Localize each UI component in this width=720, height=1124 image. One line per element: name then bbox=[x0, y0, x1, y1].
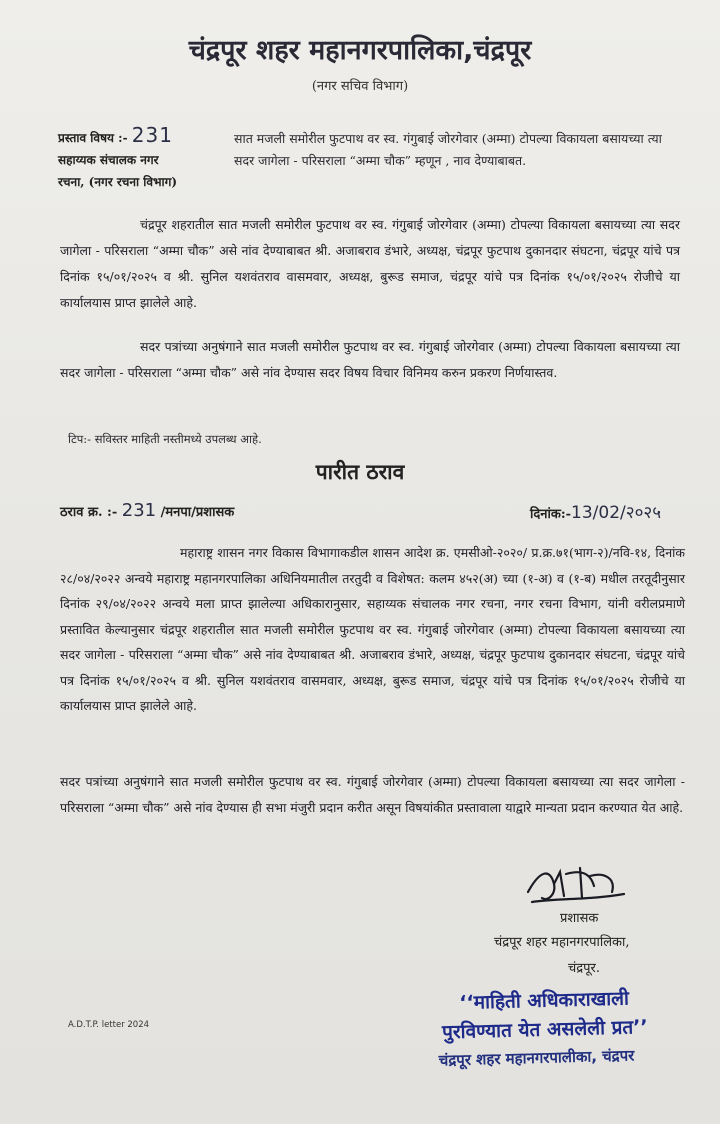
paragraph-intro: चंद्रपूर शहरातील सात मजली समोरील फुटपाथ वर स्व. गंगुबाई जोरगेवार (अम्मा) टोपल्या विकायला बसायच्या त्या सदर जागेला - परिसराला “अम्मा चौक” असे नांव देण्याबाबत श्री. अजाबराव डंभारे, अध्यक्ष, चंद्रपूर फुटपाथ दुकानदार संघटना, चंद्रपूर यांचे पत्र दिनांक १५/०१/२०२५ व श्री. सुनिल यशवंतराव वासमवार, अध्यक्ष, बुरूड समाज, चंद्रपूर यांचे पत्र दिनांक १५/०१/२०२५ रोजीचे या कार्यालयास प्राप्त झालेले आहे. bbox=[60, 217, 680, 310]
department-label: (नगर सचिव विभाग) bbox=[311, 79, 409, 94]
paragraph-proposal: सदर पत्रांच्या अनुषंगाने सात मजली समोरील फुटपाथ वर स्व. गंगुबाई जोरगेवार (अम्मा) टोपल्या विकायला बसायच्या त्या सदर जागेला - परिसराला “अम्मा चौक” असे नांव देण्यास सदर विषय विचार विनिमय करुन प्रकरण निर्णयास्तव. bbox=[60, 339, 680, 380]
resolution-heading: पारीत ठराव bbox=[315, 460, 405, 484]
subject-label-row bbox=[58, 124, 228, 149]
resolution-number-label: ठराव क्र. :- bbox=[60, 505, 118, 520]
paragraph-resolution-body: महाराष्ट्र शासन नगर विकास विभागाकडील शासन आदेश क्र. एमसीओ-२०२०/ प्र.क्र.७१(भाग-२)/नवि-१४, दिनांक २८/०४/२०२२ अन्वये महाराष्ट्र महानगरपालिका अधिनियमातील तरतुदी व विशेषत: कलम ४५२(अ) च्या (१-अ) व (१-ब) मधील तरतूदीनुसार दिनांक २९/०४/२०२२ अन्वये मला प्राप्त झालेल्या अधिकारानुसार, सहाय्यक संचालक नगर रचना, नगर रचना विभाग, यांनी वरीलप्रमाणे प्रस्तावित केल्यानुसार चंद्रपूर शहरातील सात मजली समोरील फुटपाथ वर स्व. गंगुबाई जोरगेवार (अम्मा) टोपल्या विकायला बसायच्या त्या सदर जागेला - परिसराला “अम्मा चौक” असे नांव देण्याबाबत श्री. अजाबराव डंभारे, अध्यक्ष, चंद्रपूर फुटपाथ दुकानदार संघटना, चंद्रपूर यांचे पत्र दिनांक १५/०१/२०२५ व श्री. सुनिल यशवंतराव वासमवार, अध्यक्ष, बुरूड समाज, चंद्रपूर यांचे पत्र दिनांक १५/०१/२०२५ रोजीचे या कार्यालयास प्राप्त झालेले आहे. bbox=[60, 545, 685, 713]
footer-code: A.D.T.P. letter 2024 bbox=[68, 1020, 150, 1030]
stamp-line-3: चंद्रपूर शहर महानगरपालीका, चंद्रपर bbox=[438, 1046, 635, 1070]
subject-label: प्रस्ताव विषय :- bbox=[58, 131, 128, 145]
resolution-date bbox=[530, 500, 661, 523]
stamp-line-2: पुरविण्यात येत असलेली प्रत’’ bbox=[441, 1016, 648, 1044]
sender-line-2: रचना, (नगर रचना विभाग) bbox=[58, 175, 178, 189]
subject-text: सात मजली समोरील फुटपाथ वर स्व. गंगुबाई जोरगेवार (अम्मा) टोपल्या विकायला बसायच्या त्या सदर जागेला - परिसराला “अम्मा चौक” म्हणून , नाव देण्याबाबत. bbox=[234, 131, 662, 168]
subject-block-left bbox=[58, 124, 228, 193]
resolution-date-value: 13/02/२०२५ bbox=[571, 503, 662, 523]
resolution-number bbox=[60, 500, 234, 521]
note-text: टिप:- सविस्तर माहिती नस्तीमध्ये उपलब्ध आहे. bbox=[68, 432, 262, 446]
stamp-line-1: ‘‘माहिती अधिकाराखाली bbox=[459, 987, 630, 1014]
document-title: चंद्रपूर शहर महानगरपालिका,चंद्रपूर bbox=[188, 35, 532, 66]
resolution-number-suffix: /मनपा/प्रशासक bbox=[160, 505, 235, 520]
sender-line-1: सहाय्यक संचालक नगर bbox=[58, 153, 159, 167]
signature-mark bbox=[520, 862, 630, 912]
resolution-number-value: 231 bbox=[121, 500, 157, 521]
signatory-role: प्रशासक bbox=[560, 911, 599, 926]
paragraph-resolution-approval: सदर पत्रांच्या अनुषंगाने सात मजली समोरील फुटपाथ वर स्व. गंगुबाई जोरगेवार (अम्मा) टोपल्या विकायला बसायच्या त्या सदर जागेला - परिसराला “अम्मा चौक” असे नांव देण्यास ही सभा मंजुरी प्रदान करीत असून विषयांकीत प्रस्तावाला याद्वारे मान्यता प्रदान करण्यात येत आहे. bbox=[60, 774, 685, 815]
rti-stamp bbox=[437, 982, 709, 1073]
resolution-date-label: दिनांक:- bbox=[530, 507, 572, 522]
signatory-organization: चंद्रपूर शहर महानगरपालिका, bbox=[494, 935, 630, 950]
signatory-city: चंद्रपूर. bbox=[568, 961, 600, 976]
proposal-number: 231 bbox=[131, 123, 173, 147]
